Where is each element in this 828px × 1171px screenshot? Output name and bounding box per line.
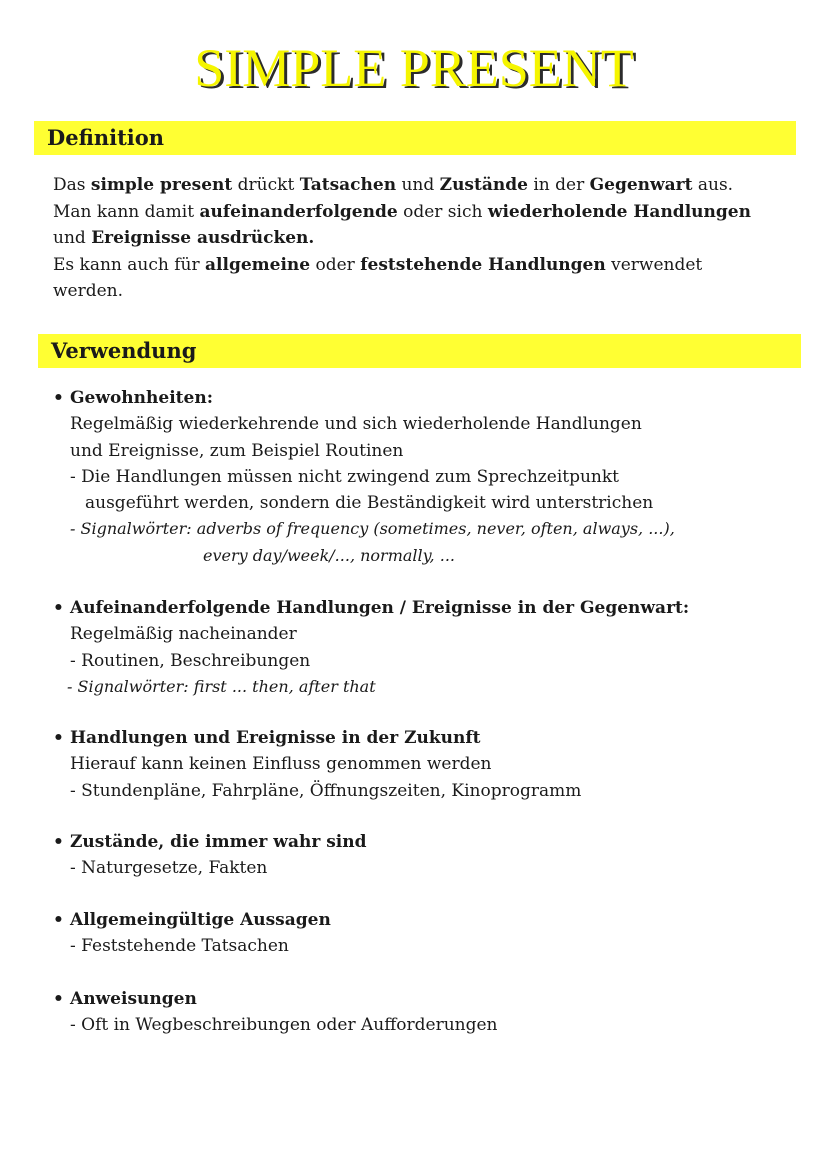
usage-instructions xyxy=(53,986,813,1039)
list-item-heading: • Aufeinanderfolgende Handlungen / Ereignisse in der Gegenwart: xyxy=(53,595,813,621)
definition-text xyxy=(53,172,813,305)
list-item-text: ausgeführt werden, sondern die Beständigkeit wird unterstrichen xyxy=(85,493,654,514)
bullet-icon: • xyxy=(53,598,64,618)
signal-words: - Signalwörter: adverbs of frequency (sometimes, never, often, always, ...), xyxy=(70,519,675,539)
page-title: SIMPLE PRESENT xyxy=(194,38,634,98)
bullet-icon: • xyxy=(53,832,64,852)
list-item-heading: • Anweisungen xyxy=(53,986,813,1012)
usage-future xyxy=(53,725,813,804)
usage-states xyxy=(53,829,813,882)
definition-line-3: und Ereignisse ausdrücken. xyxy=(53,228,315,248)
list-item-text: - Oft in Wegbeschreibungen oder Aufforderungen xyxy=(70,1015,498,1036)
list-item-text: Hierauf kann keinen Einfluss genommen werden xyxy=(70,754,492,775)
usage-header-label: Verwendung xyxy=(51,338,197,363)
list-item-text: - Routinen, Beschreibungen xyxy=(70,650,311,671)
usage-header xyxy=(38,334,801,368)
definition-header-label: Definition xyxy=(47,125,165,150)
definition-line-4: Es kann auch für allgemeine oder feststehende Handlungen verwendet xyxy=(53,254,703,275)
bullet-icon: • xyxy=(53,910,64,930)
list-item-text: - Stundenpläne, Fahrpläne, Öffnungszeiten, Kinoprogramm xyxy=(70,780,582,801)
list-item-text: - Naturgesetze, Fakten xyxy=(70,858,268,879)
definition-header xyxy=(34,121,796,155)
list-item-heading: • Zustände, die immer wahr sind xyxy=(53,829,813,855)
usage-general xyxy=(53,907,813,960)
definition-line-1: Das simple present drückt Tatsachen und Zustände in der Gegenwart aus. xyxy=(53,175,734,195)
usage-sequence xyxy=(53,595,813,700)
definition-line-2: Man kann damit aufeinanderfolgende oder sich wiederholende Handlungen xyxy=(53,201,751,222)
signal-words-continued: every day/week/..., normally, ... xyxy=(203,545,455,565)
bullet-icon: • xyxy=(53,989,64,1009)
list-item-text: Regelmäßig nacheinander xyxy=(70,624,297,645)
definition-line-5: werden. xyxy=(53,281,124,301)
list-item-text: Regelmäßig wiederkehrende und sich wiederholende Handlungen xyxy=(70,414,642,435)
list-item-text: - Die Handlungen müssen nicht zwingend zum Sprechzeitpunkt xyxy=(70,466,620,487)
list-item-heading: • Gewohnheiten: xyxy=(53,385,813,411)
bullet-icon: • xyxy=(53,388,64,408)
list-item-text: und Ereignisse, zum Beispiel Routinen xyxy=(70,440,404,461)
list-item-heading: • Handlungen und Ereignisse in der Zukunft xyxy=(53,725,813,751)
usage-habits xyxy=(53,385,813,569)
bullet-icon: • xyxy=(53,728,64,748)
list-item-heading: • Allgemeingültige Aussagen xyxy=(53,907,813,933)
signal-words: - Signalwörter: first ... then, after that xyxy=(67,676,376,696)
list-item-text: - Feststehende Tatsachen xyxy=(70,936,289,957)
